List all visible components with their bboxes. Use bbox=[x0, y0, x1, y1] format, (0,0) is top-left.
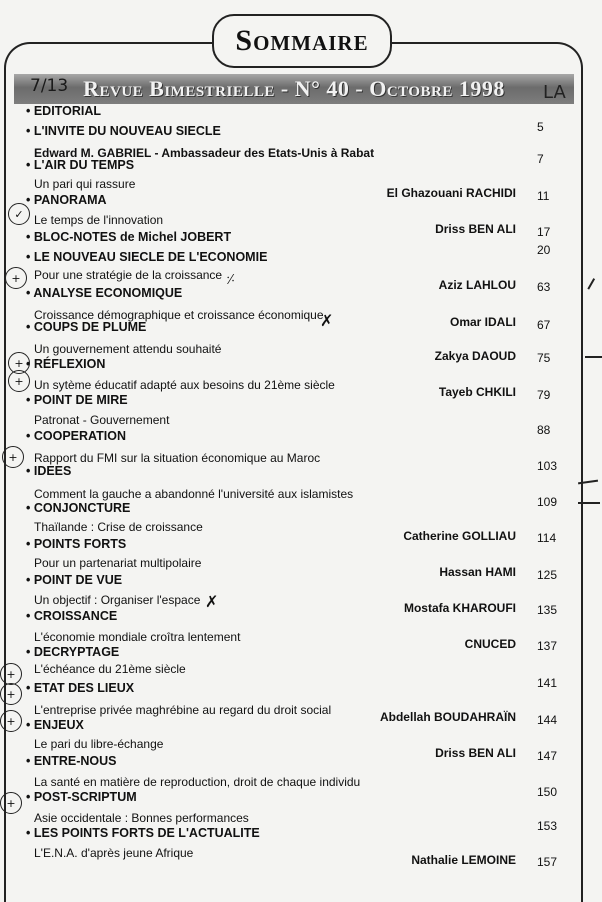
page-title: Sommaire bbox=[212, 14, 392, 68]
circle-mark-icon: + bbox=[8, 370, 30, 392]
article-subtitle: Comment la gauche a abandonné l'université aux islamistes bbox=[34, 487, 354, 501]
page-number: 75 bbox=[537, 351, 551, 365]
page-number: 109 bbox=[537, 495, 558, 509]
section-title: • DECRYPTAGE bbox=[26, 645, 120, 659]
tick-mark-icon bbox=[585, 356, 602, 358]
section-title: • ENJEUX bbox=[26, 718, 84, 732]
article-subtitle: Un sytème éducatif adapté aux besoins du 21ème siècle bbox=[34, 378, 335, 392]
article-subtitle: La santé en matière de reproduction, droit de chaque individu bbox=[34, 775, 361, 789]
section-title: • CONJONCTURE bbox=[26, 501, 131, 515]
section-title: • COUPS DE PLUME bbox=[26, 320, 147, 334]
author-name: El Ghazouani RACHIDI bbox=[386, 186, 516, 200]
article-subtitle: Pour une stratégie de la croissance bbox=[34, 268, 223, 282]
section-title: • EDITORIAL bbox=[26, 104, 101, 118]
page-number: 63 bbox=[537, 280, 551, 294]
circle-mark-icon: ✓ bbox=[8, 203, 30, 225]
page-number: 5 bbox=[537, 120, 544, 134]
article-subtitle: Croissance démographique et croissance économique bbox=[34, 308, 324, 322]
author-name: Tayeb CHKILI bbox=[438, 385, 516, 399]
section-title: • COOPERATION bbox=[26, 429, 126, 443]
page-number: 141 bbox=[537, 676, 558, 690]
check-mark-icon: ✗ bbox=[320, 311, 334, 330]
page-number: 103 bbox=[537, 459, 558, 473]
circle-mark-icon: + bbox=[8, 352, 30, 374]
section-title: • L'AIR DU TEMPS bbox=[26, 158, 135, 172]
section-title: • POINT DE VUE bbox=[26, 573, 123, 587]
page-number: 7 bbox=[537, 152, 544, 166]
page-number: 11 bbox=[537, 189, 550, 203]
page-number: 153 bbox=[537, 819, 558, 833]
page-number: 150 bbox=[537, 785, 558, 799]
author-name: Zakya DAOUD bbox=[434, 349, 516, 363]
author-name: Abdellah BOUDAHRAÏN bbox=[379, 710, 516, 724]
circle-mark-icon: + bbox=[0, 683, 22, 705]
tick-mark-icon bbox=[587, 278, 594, 289]
page-number: 147 bbox=[537, 749, 558, 763]
article-subtitle: Edward M. GABRIEL - Ambassadeur des Etats-Unis à Rabat bbox=[34, 146, 375, 160]
article-subtitle: Un pari qui rassure bbox=[34, 177, 136, 191]
page-number: 157 bbox=[537, 855, 558, 869]
author-name: Mostafa KHAROUFI bbox=[403, 601, 516, 615]
author-name: Hassan HAMI bbox=[439, 565, 516, 579]
page-number: 144 bbox=[537, 713, 558, 727]
section-title: • POST-SCRIPTUM bbox=[26, 790, 137, 804]
author-name: Omar IDALI bbox=[449, 315, 516, 329]
page-number: 17 bbox=[537, 225, 551, 239]
page-number: 20 bbox=[537, 243, 551, 257]
tick-mark-icon bbox=[578, 502, 600, 504]
page-number: 88 bbox=[537, 423, 551, 437]
circle-mark-icon: + bbox=[2, 446, 24, 468]
circle-mark-icon: + bbox=[5, 267, 27, 289]
article-subtitle: L'échéance du 21ème siècle bbox=[34, 662, 186, 676]
article-subtitle: Asie occidentale : Bonnes performances bbox=[34, 811, 249, 825]
author-name: Nathalie LEMOINE bbox=[411, 853, 516, 867]
section-title: • POINTS FORTS bbox=[26, 537, 127, 551]
circle-mark-icon: + bbox=[0, 710, 22, 732]
article-subtitle: Le temps de l'innovation bbox=[34, 213, 164, 227]
section-title: • IDEES bbox=[26, 464, 72, 478]
article-subtitle: Thaïlande : Crise de croissance bbox=[34, 520, 203, 534]
handwritten-note-left: 7/13 bbox=[30, 76, 69, 96]
article-subtitle: Patronat - Gouvernement bbox=[34, 413, 170, 427]
section-title: • CROISSANCE bbox=[26, 609, 118, 623]
page-number: 137 bbox=[537, 639, 558, 653]
author-name: Catherine GOLLIAU bbox=[403, 529, 516, 543]
section-title: • ETAT DES LIEUX bbox=[26, 681, 135, 695]
section-title: • RÉFLEXION bbox=[26, 357, 106, 371]
page-number: 114 bbox=[537, 531, 557, 545]
circle-mark-icon: + bbox=[0, 792, 22, 814]
section-title: • PANORAMA bbox=[26, 193, 107, 207]
article-subtitle: Pour un partenariat multipolaire bbox=[34, 556, 202, 570]
article-subtitle: L'économie mondiale croîtra lentement bbox=[34, 630, 241, 644]
page-number: 135 bbox=[537, 603, 558, 617]
section-title: • LES POINTS FORTS DE L'ACTUALITE bbox=[26, 826, 260, 840]
section-title: • LE NOUVEAU SIECLE DE L'ECONOMIE bbox=[26, 250, 268, 264]
article-subtitle: Un objectif : Organiser l'espace bbox=[34, 593, 201, 607]
page-number: 125 bbox=[537, 568, 558, 582]
section-title: • ENTRE-NOUS bbox=[26, 754, 117, 768]
author-name: Driss BEN ALI bbox=[435, 746, 516, 760]
check-mark-icon: ⸓ bbox=[226, 272, 236, 288]
page-number: 67 bbox=[537, 318, 551, 332]
article-subtitle: L'entreprise privée maghrébine au regard du droit social bbox=[34, 703, 332, 717]
section-title: • BLOC-NOTES de Michel JOBERT bbox=[26, 230, 232, 244]
article-subtitle: Le pari du libre-échange bbox=[34, 737, 164, 751]
author-name: Aziz LAHLOU bbox=[438, 278, 516, 292]
circle-mark-icon: + bbox=[0, 663, 22, 685]
article-subtitle: Un gouvernement attendu souhaité bbox=[34, 342, 222, 356]
handwritten-note-right: LA bbox=[543, 82, 566, 103]
page-number: 79 bbox=[537, 388, 551, 402]
check-mark-icon: ✗ bbox=[205, 592, 219, 611]
section-title: • POINT DE MIRE bbox=[26, 393, 128, 407]
author-name: Driss BEN ALI bbox=[435, 222, 516, 236]
section-title: • ANALYSE ECONOMIQUE bbox=[26, 286, 183, 300]
article-subtitle: L'E.N.A. d'après jeune Afrique bbox=[34, 846, 194, 860]
section-title: • L'INVITE DU NOUVEAU SIECLE bbox=[26, 124, 221, 138]
author-name: CNUCED bbox=[464, 637, 516, 651]
article-subtitle: Rapport du FMI sur la situation économique au Maroc bbox=[34, 451, 321, 465]
issue-banner: Revue Bimestrielle - N° 40 - Octobre 1998 bbox=[14, 74, 574, 104]
